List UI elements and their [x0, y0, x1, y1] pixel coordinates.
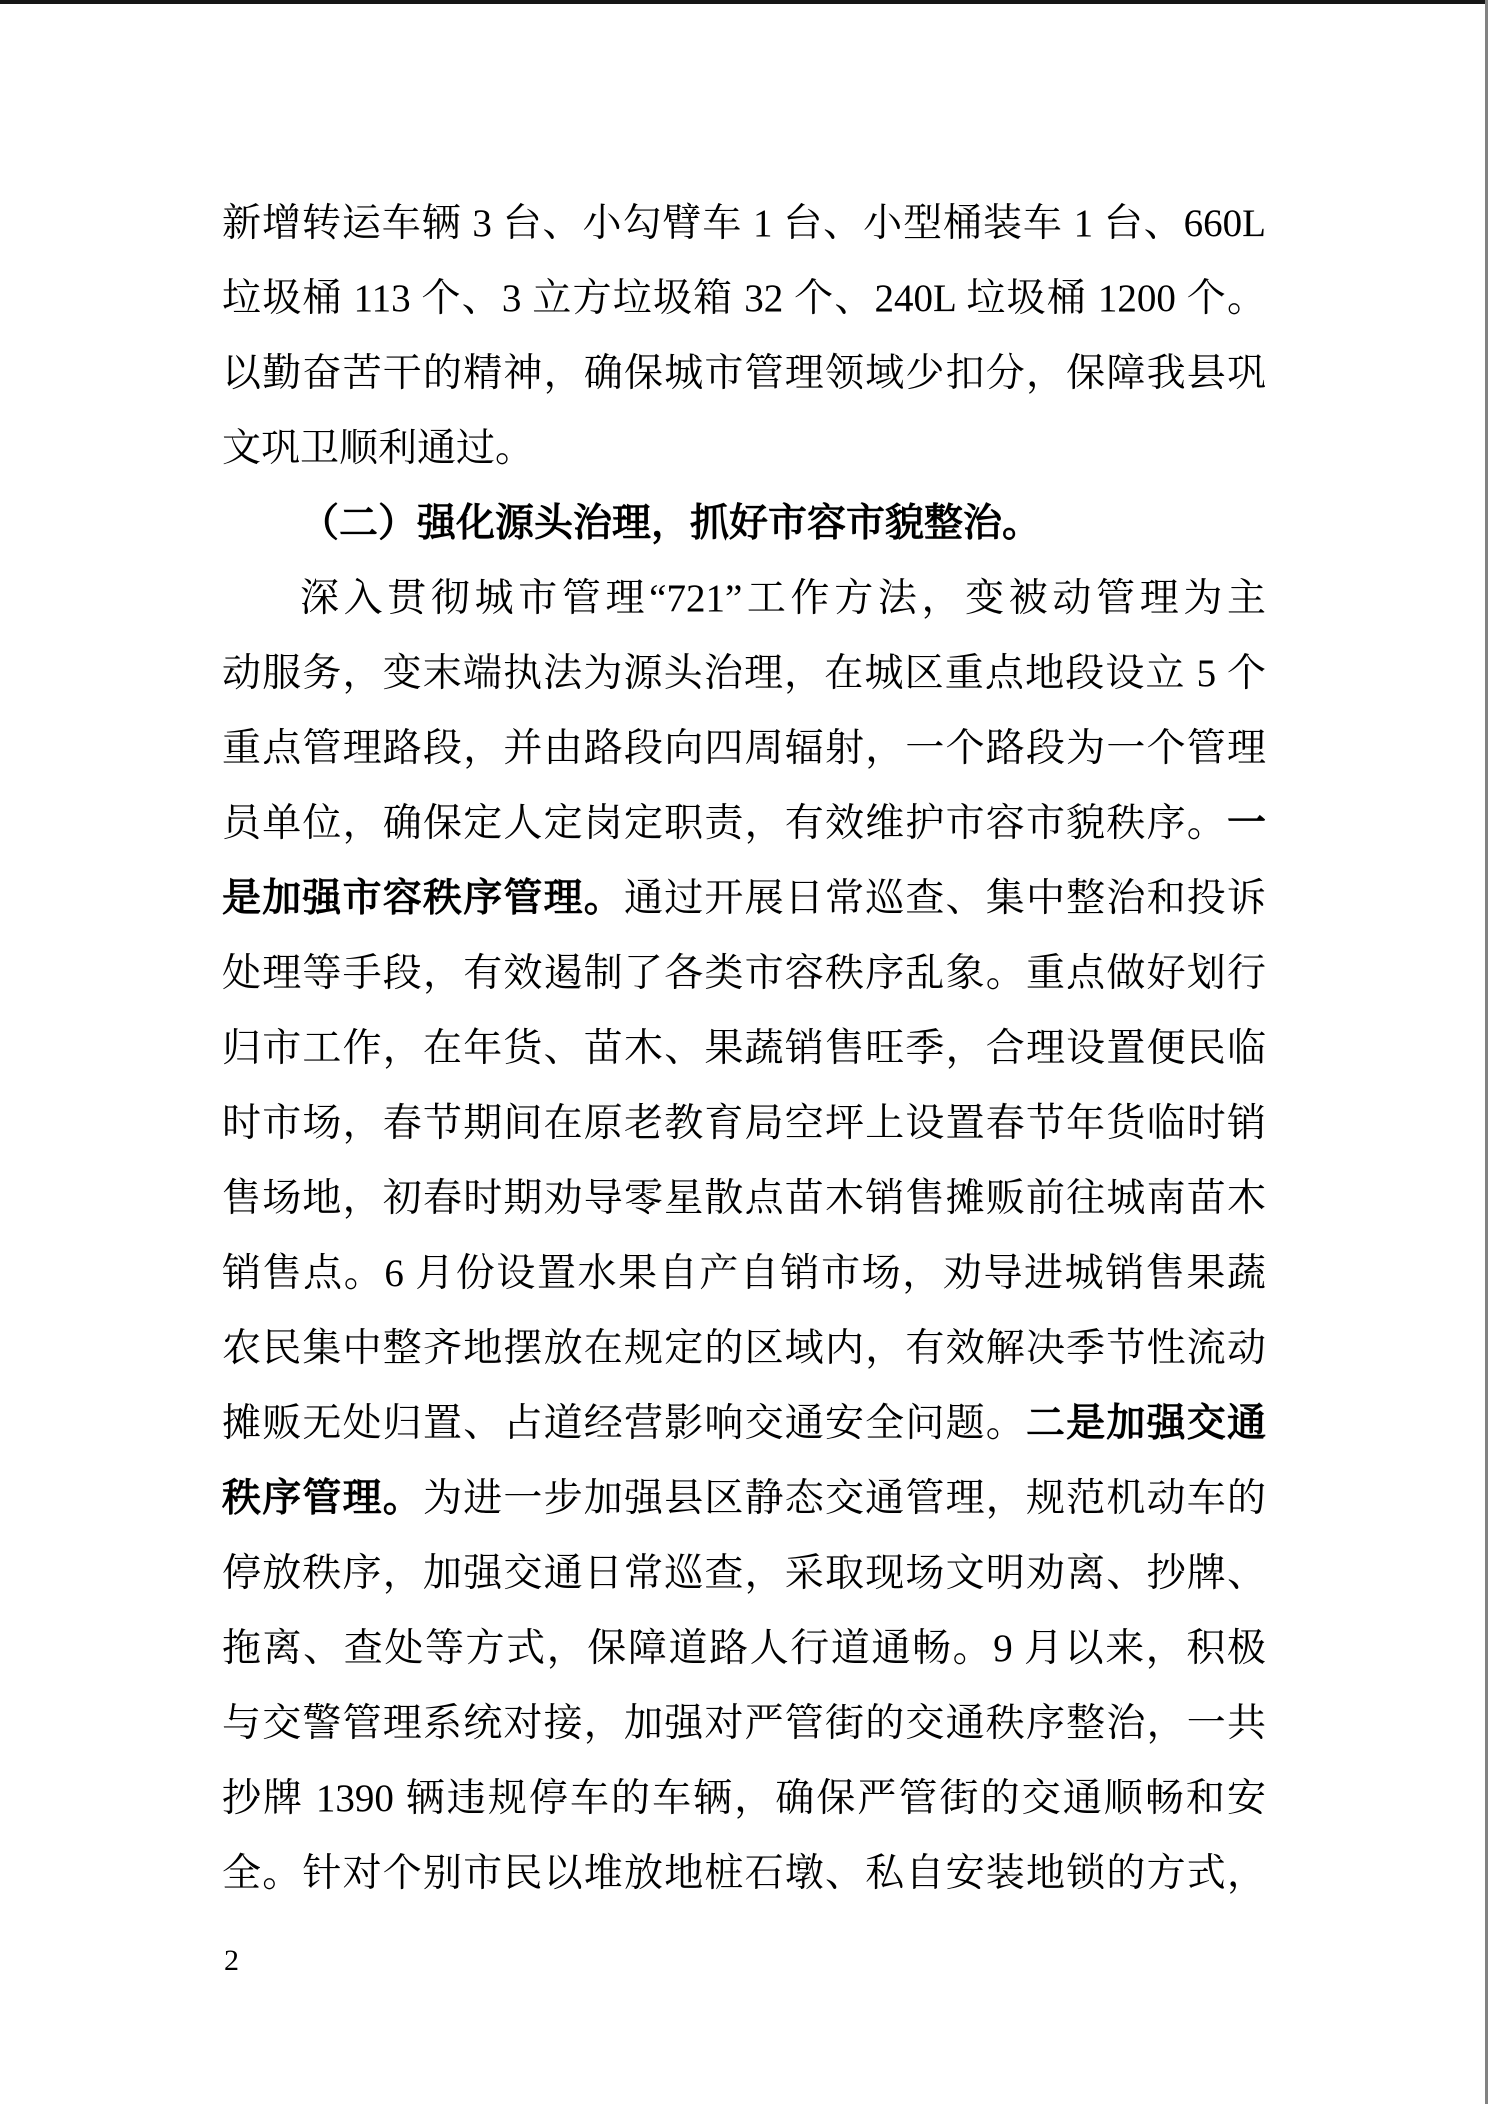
- bold-text-segment: 是加强市容秩序管理。: [222, 877, 624, 920]
- body-line: [222, 1536, 1266, 1611]
- body-line: [222, 336, 1266, 411]
- text-segment: 垃圾桶 113 个、3 立方垃圾箱 32 个、240L 垃圾桶 1200 个。: [222, 277, 1266, 320]
- body-line: [222, 411, 1266, 486]
- text-segment: 文巩卫顺利通过。: [222, 427, 535, 470]
- body-line: [222, 711, 1266, 786]
- section-heading: [222, 486, 1266, 561]
- body-line: [222, 1386, 1266, 1461]
- body-line: [222, 1236, 1266, 1311]
- body-line: [222, 1011, 1266, 1086]
- body-line: [222, 1461, 1266, 1536]
- text-segment: 深入贯彻城市管理“721”工作方法，变被动管理为主: [300, 577, 1266, 620]
- body-line: [222, 1161, 1266, 1236]
- bold-text-segment: （二）强化源头治理，抓好市容市貌整治。: [300, 502, 1042, 545]
- text-segment: 抄牌 1390 辆违规停车的车辆，确保严管街的交通顺畅和安: [222, 1777, 1266, 1820]
- body-line: [222, 1761, 1266, 1836]
- text-segment: 时市场，春节期间在原老教育局空坪上设置春节年货临时销: [222, 1102, 1266, 1145]
- body-line: [222, 636, 1266, 711]
- document-body: [222, 186, 1266, 1911]
- text-segment: 通过开展日常巡查、集中整治和投诉: [624, 877, 1266, 920]
- text-segment: 全。针对个别市民以堆放地桩石墩、私自安装地锁的方式，: [222, 1852, 1266, 1895]
- text-segment: 动服务，变末端执法为源头治理，在城区重点地段设立 5 个: [222, 652, 1266, 695]
- text-segment: 处理等手段，有效遏制了各类市容秩序乱象。重点做好划行: [222, 952, 1266, 995]
- body-line: [222, 1836, 1266, 1911]
- text-segment: 拖离、查处等方式，保障道路人行道通畅。9 月以来，积极: [222, 1627, 1266, 1670]
- body-line: [222, 786, 1266, 861]
- text-segment: 与交警管理系统对接，加强对严管街的交通秩序整治，一共: [222, 1702, 1266, 1745]
- bold-text-segment: 一: [1226, 802, 1266, 845]
- body-line: [222, 861, 1266, 936]
- body-line: [222, 1086, 1266, 1161]
- bold-text-segment: 二是加强交通: [1025, 1402, 1266, 1445]
- text-segment: 员单位，确保定人定岗定职责，有效维护市容市貌秩序。: [222, 802, 1227, 845]
- bold-text-segment: 秩序管理。: [222, 1477, 423, 1520]
- text-segment: 停放秩序，加强交通日常巡查，采取现场文明劝离、抄牌、: [222, 1552, 1266, 1595]
- body-line: [222, 1686, 1266, 1761]
- body-line: [222, 561, 1266, 636]
- text-segment: 摊贩无处归置、占道经营影响交通安全问题。: [222, 1402, 1026, 1445]
- text-segment: 为进一步加强县区静态交通管理，规范机动车的: [423, 1477, 1266, 1520]
- text-segment: 重点管理路段，并由路段向四周辐射，一个路段为一个管理: [222, 727, 1266, 770]
- text-segment: 售场地，初春时期劝导零星散点苗木销售摊贩前往城南苗木: [222, 1177, 1266, 1220]
- body-line: [222, 936, 1266, 1011]
- text-segment: 新增转运车辆 3 台、小勾臂车 1 台、小型桶装车 1 台、660L: [222, 202, 1266, 245]
- body-line: [222, 261, 1266, 336]
- window-top-edge: [0, 0, 1488, 4]
- body-line: [222, 1311, 1266, 1386]
- body-line: [222, 1611, 1266, 1686]
- text-segment: 以勤奋苦干的精神，确保城市管理领域少扣分，保障我县巩: [222, 352, 1266, 395]
- page-number: 2: [224, 1944, 239, 1977]
- text-segment: 农民集中整齐地摆放在规定的区域内，有效解决季节性流动: [222, 1327, 1266, 1370]
- text-segment: 销售点。6 月份设置水果自产自销市场，劝导进城销售果蔬: [222, 1252, 1266, 1295]
- text-segment: 归市工作，在年货、苗木、果蔬销售旺季，合理设置便民临: [222, 1027, 1266, 1070]
- body-line: [222, 186, 1266, 261]
